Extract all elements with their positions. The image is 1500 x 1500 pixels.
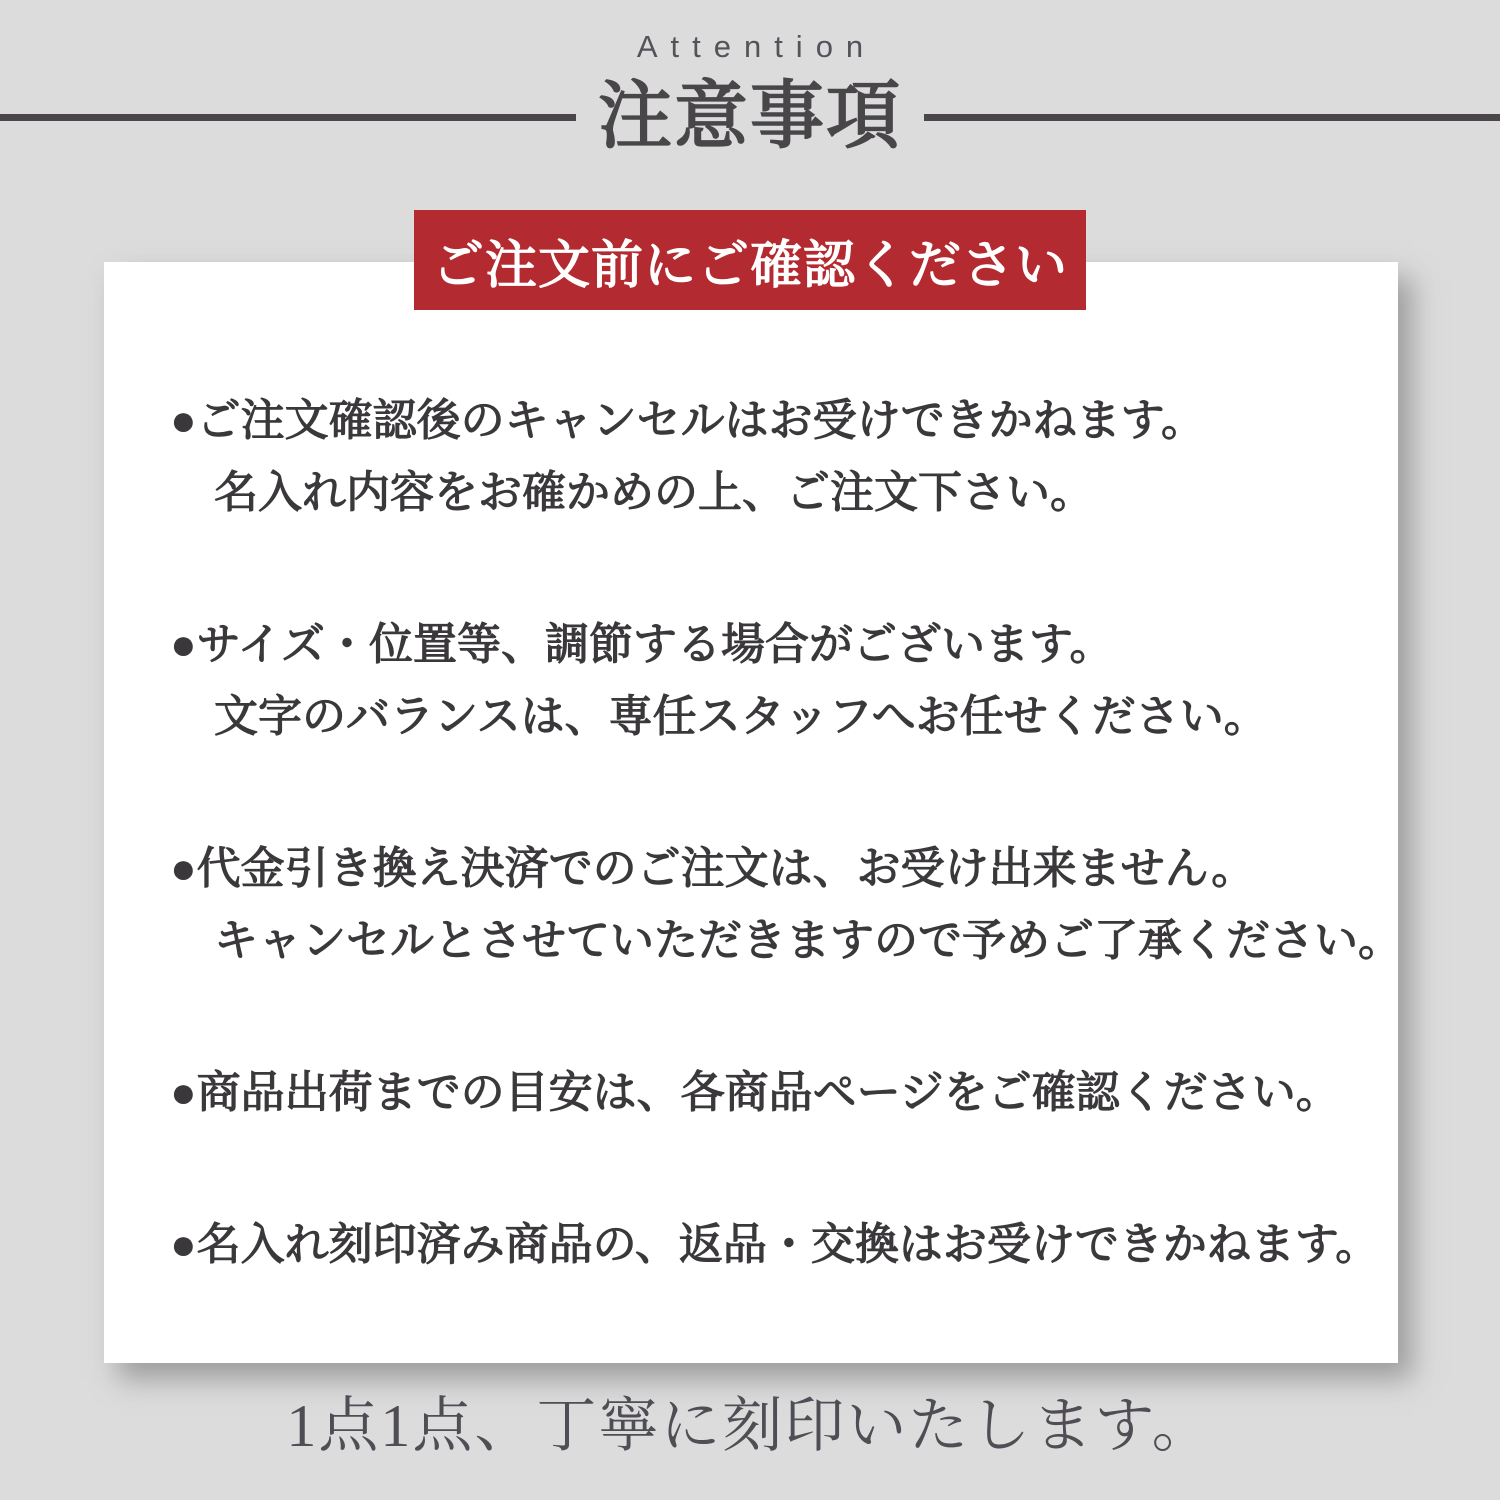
bullet-icon: ● — [170, 1068, 197, 1117]
notice-line — [170, 385, 1374, 457]
attention-eyebrow: Attention — [636, 29, 877, 64]
heading-rule-left — [0, 114, 576, 121]
notice-item — [170, 833, 1402, 977]
notice-text: 名入れ刻印済み商品の、返品・交換はお受けできかねます。 — [196, 1220, 1380, 1269]
page-title: 注意事項 — [598, 76, 902, 158]
notice-line — [170, 609, 1374, 681]
notice-line: 文字のバランスは、専任スタッフへお任せください。 — [214, 692, 1268, 741]
notice-line — [170, 1209, 1380, 1281]
notice-text: サイズ・位置等、調節する場合がございます。 — [196, 620, 1114, 669]
notice-item — [170, 385, 1374, 529]
bullet-icon: ● — [170, 844, 197, 893]
notice-card — [104, 262, 1402, 1363]
bullet-icon: ● — [170, 620, 197, 669]
heading-rule-right — [924, 114, 1500, 121]
notice-item — [170, 1057, 1374, 1129]
notice-line: 名入れ内容をお確かめの上、ご注文下さい。 — [214, 468, 1094, 517]
notice-line — [170, 833, 1374, 905]
notice-text: ご注文確認後のキャンセルはお受けできかねます。 — [196, 396, 1206, 445]
notice-text: 商品出荷までの目安は、各商品ページをご確認ください。 — [196, 1068, 1340, 1117]
bullet-icon: ● — [170, 1220, 197, 1269]
notice-line — [170, 1057, 1374, 1129]
footer-message: 1点1点、丁寧に刻印いたします。 — [286, 1393, 1214, 1459]
heading-row — [0, 74, 1500, 160]
notice-item — [170, 1209, 1380, 1281]
bullet-icon: ● — [170, 396, 197, 445]
notice-item — [170, 609, 1374, 753]
confirm-banner: ご注文前にご確認ください — [414, 210, 1086, 310]
notice-line: キャンセルとさせていただきますので予めご了承ください。 — [214, 916, 1402, 965]
notice-text: 代金引き換え決済でのご注文は、お受け出来ません。 — [196, 844, 1256, 893]
